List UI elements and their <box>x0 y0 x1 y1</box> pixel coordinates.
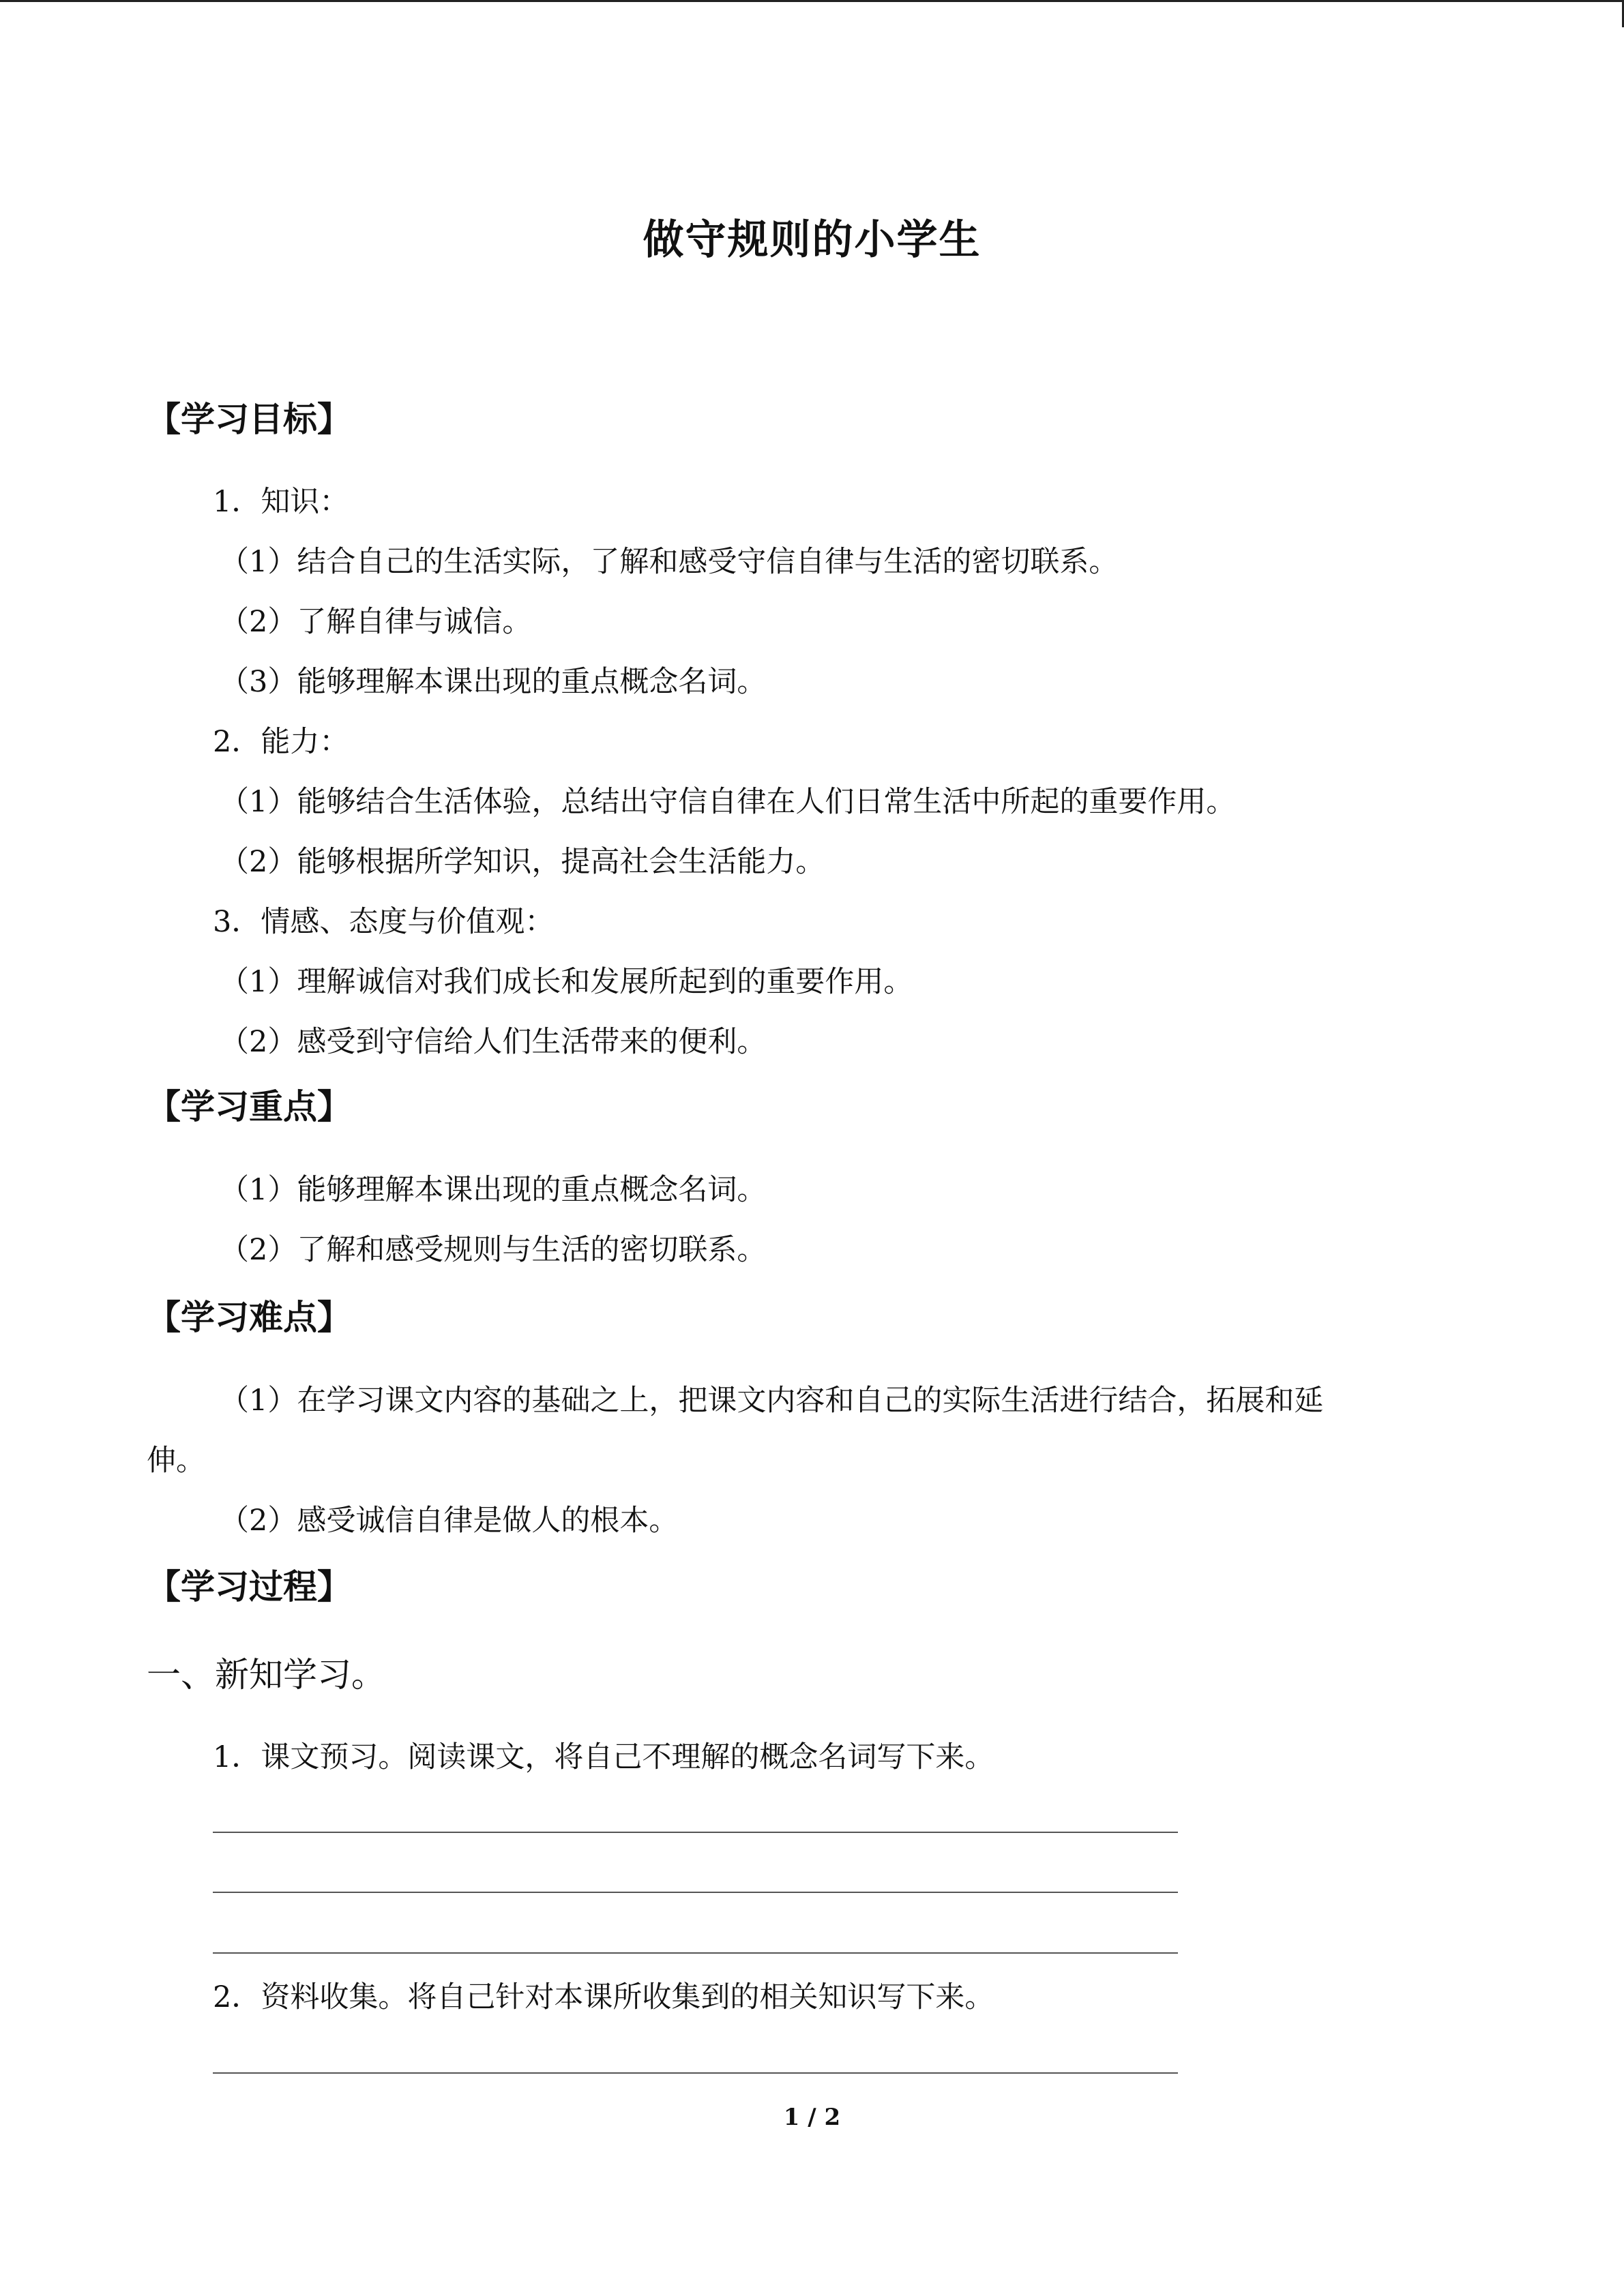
difficulty-1-line1: （1）在学习课文内容的基础之上，把课文内容和自己的实际生活进行结合，拓展和延 <box>220 1384 1324 1418</box>
heading-difficulties: 【学习难点】 <box>147 1298 351 1337</box>
objective-values-label: 3．情感、态度与价值观： <box>213 905 555 939</box>
answer-line-1 <box>213 1832 1178 1833</box>
objective-values-1: （1）理解诚信对我们成长和发展所起到的重要作用。 <box>220 965 913 999</box>
heading-learning-process: 【学习过程】 <box>147 1567 351 1607</box>
heading-key-points: 【学习重点】 <box>147 1087 351 1127</box>
objective-knowledge-1: （1）结合自己的生活实际，了解和感受守信自律与生活的密切联系。 <box>220 545 1119 579</box>
document-title: 做守规则的小学生 <box>643 216 981 264</box>
difficulty-2: （2）感受诚信自律是做人的根本。 <box>220 1504 679 1538</box>
objective-ability-1: （1）能够结合生活体验，总结出守信自律在人们日常生活中所起的重要作用。 <box>220 785 1236 819</box>
objective-knowledge-3: （3）能够理解本课出现的重点概念名词。 <box>220 665 767 699</box>
page-number: 1 / 2 <box>783 2104 841 2131</box>
task-preview: 1．课文预习。阅读课文，将自己不理解的概念名词写下来。 <box>213 1740 994 1774</box>
task-material-collection: 2．资料收集。将自己针对本课所收集到的相关知识写下来。 <box>213 1980 994 2014</box>
key-point-1: （1）能够理解本课出现的重点概念名词。 <box>220 1173 767 1207</box>
objective-knowledge-2: （2）了解自律与诚信。 <box>220 605 532 639</box>
objective-knowledge-label: 1．知识： <box>213 485 349 519</box>
difficulty-1-line2: 伸。 <box>147 1444 205 1478</box>
objective-values-2: （2）感受到守信给人们生活带来的便利。 <box>220 1025 767 1059</box>
key-point-2: （2）了解和感受规则与生活的密切联系。 <box>220 1233 767 1267</box>
answer-line-4 <box>213 2072 1178 2074</box>
objective-ability-label: 2．能力： <box>213 725 349 759</box>
objective-ability-2: （2）能够根据所学知识，提高社会生活能力。 <box>220 845 825 879</box>
page-top-border <box>0 0 1624 2</box>
part-new-knowledge: 一、新知学习。 <box>147 1655 385 1695</box>
answer-line-3 <box>213 1952 1178 1954</box>
answer-line-2 <box>213 1892 1178 1893</box>
heading-learning-objectives: 【学习目标】 <box>147 400 351 439</box>
